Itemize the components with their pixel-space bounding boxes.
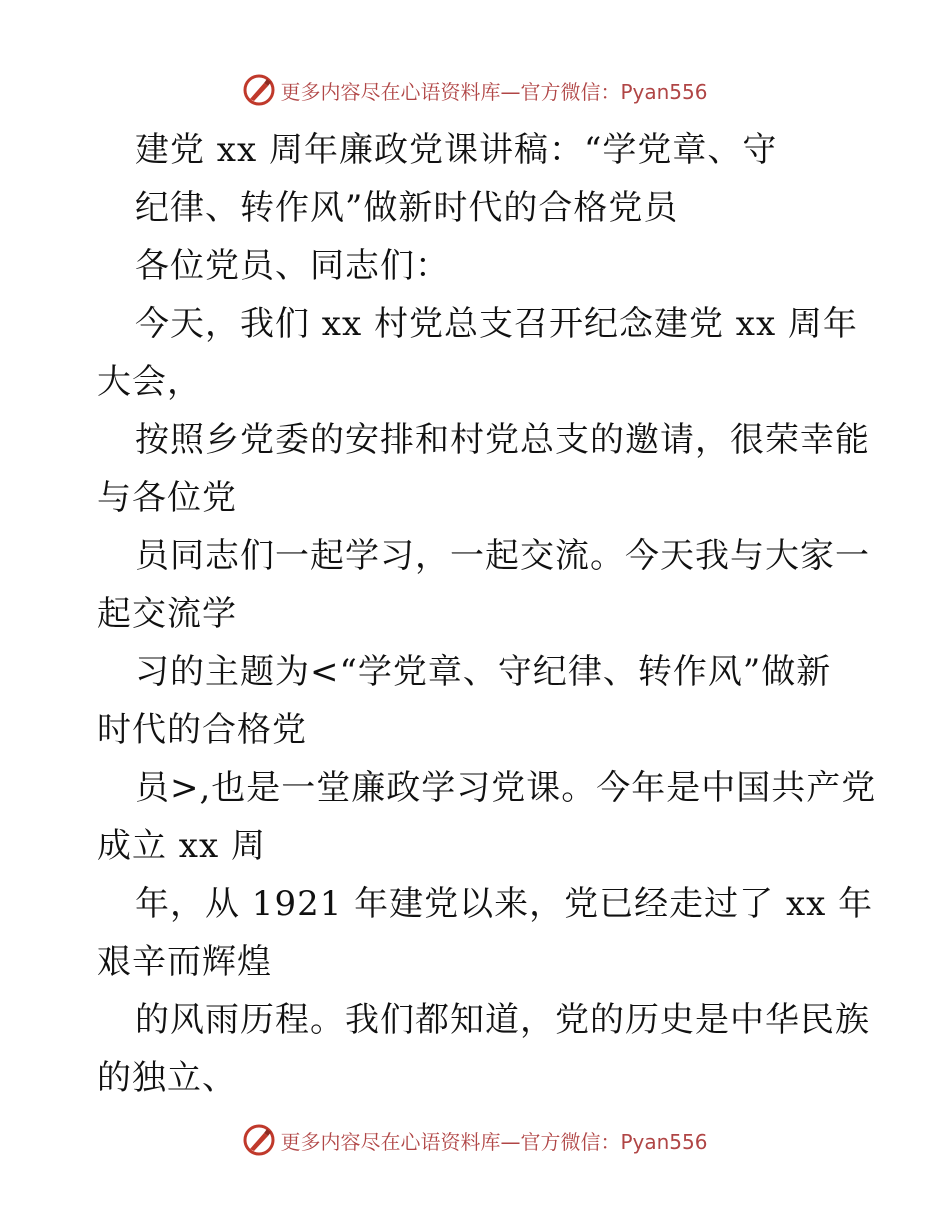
salutation: 各位党员、同志们： <box>135 246 450 286</box>
body-line: 年，从 1921 年建党以来，党已经走过了 xx 年 <box>135 884 874 924</box>
footer-banner-text: 更多内容尽在心语资料库—官方微信：Pyan556 <box>280 1129 708 1154</box>
body-line: 员>,也是一堂廉政学习党课。今年是中国共产党 <box>135 768 877 808</box>
body-line: 时代的合格党 <box>97 710 307 750</box>
body-line: 的风雨历程。我们都知道，党的历史是中华民族 <box>135 1000 870 1040</box>
header-banner-text: 更多内容尽在心语资料库—官方微信：Pyan556 <box>280 79 708 104</box>
pen-logo-icon <box>242 73 276 107</box>
body-line: 与各位党 <box>97 478 237 518</box>
body-line: 的独立、 <box>97 1058 237 1098</box>
document-title-line-1: 建党 xx 周年廉政党课讲稿：“学党章、守 <box>135 130 778 170</box>
body-line: 今天，我们 xx 村党总支召开纪念建党 xx 周年 <box>135 304 858 344</box>
body-line: 艰辛而辉煌 <box>97 942 272 982</box>
body-line: 成立 xx 周 <box>97 826 266 866</box>
body-line: 习的主题为<“学党章、守纪律、转作风”做新 <box>135 652 832 692</box>
footer-banner <box>0 1120 950 1160</box>
document-title-line-2: 纪律、转作风”做新时代的合格党员 <box>135 188 679 228</box>
body-line: 员同志们一起学习，一起交流。今天我与大家一 <box>135 536 870 576</box>
body-line: 大会， <box>97 362 202 402</box>
body-line: 起交流学 <box>97 594 237 634</box>
body-line: 按照乡党委的安排和村党总支的邀请，很荣幸能 <box>135 420 870 460</box>
header-banner <box>0 70 950 110</box>
pen-logo-icon <box>242 1123 276 1157</box>
